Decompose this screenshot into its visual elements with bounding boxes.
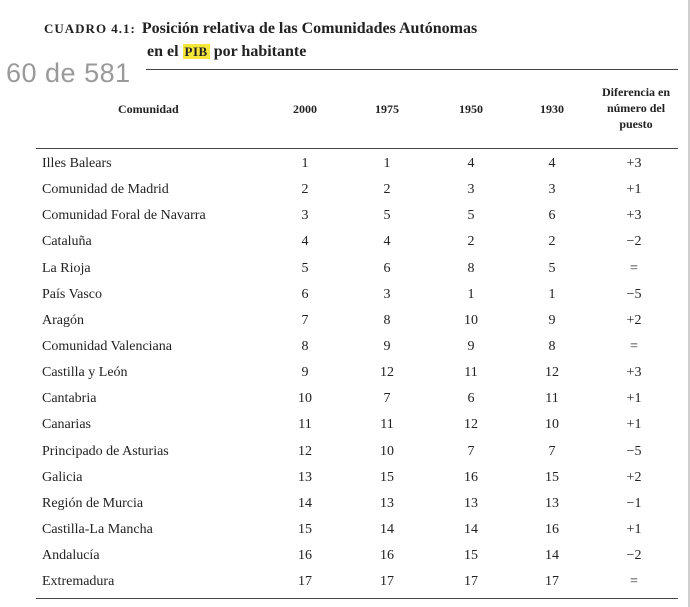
cell-diferencia: −5	[626, 286, 642, 302]
cell-1975: 7	[383, 391, 391, 407]
cell-1950: 3	[467, 182, 475, 198]
cell-2000: 1	[301, 156, 309, 171]
cell-comunidad: País Vasco	[42, 286, 103, 302]
table-row	[36, 307, 678, 333]
cell-2000: 13	[298, 469, 312, 485]
cell-diferencia: +3	[626, 365, 642, 381]
cell-1975: 14	[380, 521, 394, 537]
cell-1950: 15	[464, 548, 478, 564]
cell-2000: 5	[301, 260, 309, 276]
cell-diferencia: +1	[626, 182, 642, 198]
cell-1950: 9	[467, 338, 475, 354]
cell-comunidad: Aragón	[42, 312, 84, 328]
table-body	[36, 150, 678, 594]
table-row	[36, 150, 678, 176]
cell-1975: 17	[380, 574, 394, 590]
cell-1950: 11	[464, 365, 478, 381]
cell-1950: 14	[464, 521, 478, 537]
cell-1950: 7	[467, 443, 475, 459]
cell-diferencia: +2	[626, 312, 642, 328]
table-caption-line1	[44, 20, 477, 38]
cell-comunidad: Región de Murcia	[42, 495, 144, 511]
header-1930: 1930	[540, 102, 564, 116]
cell-2000: 7	[301, 312, 309, 328]
table-row	[36, 490, 678, 516]
cell-2000: 3	[301, 208, 309, 224]
cell-1975: 5	[383, 208, 391, 224]
table-row	[36, 464, 678, 490]
cell-1975: 1	[383, 156, 391, 171]
cell-1975: 8	[383, 312, 391, 328]
cell-2000: 8	[301, 338, 309, 354]
cell-comunidad: Canarias	[42, 417, 91, 433]
cell-2000: 4	[301, 234, 309, 250]
cell-comunidad: Principado de Asturias	[42, 443, 169, 459]
cell-diferencia: =	[630, 338, 638, 354]
header-diferencia: Diferencia en número del puesto	[601, 85, 671, 131]
cell-1950: 4	[467, 156, 475, 171]
cell-1930: 2	[548, 234, 556, 250]
cell-1950: 17	[464, 574, 478, 590]
table-row	[36, 176, 678, 202]
cell-1975: 2	[383, 182, 391, 198]
cell-2000: 16	[298, 548, 312, 564]
cell-diferencia: −1	[626, 495, 642, 511]
cell-diferencia: +3	[626, 208, 642, 224]
cell-1975: 12	[380, 365, 394, 381]
cell-1975: 4	[383, 234, 391, 250]
table-row	[36, 333, 678, 359]
cell-2000: 17	[298, 574, 312, 590]
cell-1930: 13	[545, 495, 559, 511]
page-counter: 60 de 581	[6, 58, 131, 88]
table-row	[36, 385, 678, 411]
cell-comunidad: Castilla-La Mancha	[42, 521, 153, 537]
table-caption-line2	[147, 43, 306, 61]
caption-line2-post: por habitante	[213, 43, 307, 60]
table-row	[36, 281, 678, 307]
cell-1975: 3	[383, 286, 391, 302]
cell-diferencia: =	[630, 260, 638, 276]
cell-comunidad: Illes Balears	[42, 156, 112, 171]
cell-diferencia: =	[630, 574, 638, 590]
cell-1975: 13	[380, 495, 394, 511]
cell-1950: 8	[467, 260, 475, 276]
table-row	[36, 228, 678, 254]
caption-line2-pre: en el	[147, 43, 179, 60]
cell-2000: 15	[298, 521, 312, 537]
cell-1930: 15	[545, 469, 559, 485]
cell-diferencia: −2	[626, 548, 642, 564]
caption-label: CUADRO 4.1:	[44, 21, 136, 36]
cell-1975: 10	[380, 443, 394, 459]
cell-diferencia: +1	[626, 521, 642, 537]
table-row	[36, 568, 678, 594]
header-comunidad: Comunidad	[118, 102, 179, 116]
cell-comunidad: Comunidad Valenciana	[42, 338, 172, 354]
table-bottom-rule	[36, 598, 678, 599]
table-row	[36, 202, 678, 228]
header-1950: 1950	[459, 102, 483, 116]
cell-diferencia: −2	[626, 234, 642, 250]
cell-2000: 12	[298, 443, 312, 459]
cell-1950: 12	[464, 417, 478, 433]
cell-1930: 6	[548, 208, 556, 224]
table-top-rule	[146, 69, 678, 70]
cell-2000: 14	[298, 495, 312, 511]
cell-1950: 6	[467, 391, 475, 407]
cell-2000: 2	[301, 182, 309, 198]
cell-comunidad: Cantabria	[42, 391, 97, 407]
table-row	[36, 411, 678, 437]
cell-1930: 14	[545, 548, 559, 564]
cell-2000: 6	[301, 286, 309, 302]
table-row	[36, 255, 678, 281]
cell-1950: 16	[464, 469, 478, 485]
table-row	[36, 542, 678, 568]
cell-1950: 13	[464, 495, 478, 511]
cell-1950: 10	[464, 312, 478, 328]
cell-1930: 5	[548, 260, 556, 276]
cell-diferencia: +2	[626, 469, 642, 485]
cell-1930: 9	[548, 312, 556, 328]
table-header-rule	[36, 148, 678, 149]
highlighted-text[interactable]: PIB	[184, 44, 208, 59]
cell-2000: 9	[301, 365, 309, 381]
cell-1950: 1	[467, 286, 475, 302]
cell-comunidad: Castilla y León	[42, 365, 128, 381]
cell-diferencia: +1	[626, 391, 642, 407]
cell-1930: 10	[545, 417, 559, 433]
cell-1930: 17	[545, 574, 559, 590]
cell-comunidad: Cataluña	[42, 234, 92, 250]
table-row	[36, 516, 678, 542]
cell-comunidad: Andalucía	[42, 548, 100, 564]
cell-comunidad: Comunidad de Madrid	[42, 182, 169, 198]
cell-1950: 5	[467, 208, 475, 224]
cell-1975: 9	[383, 338, 391, 354]
cell-comunidad: La Rioja	[42, 260, 91, 276]
header-1975: 1975	[375, 102, 399, 116]
cell-2000: 10	[298, 391, 312, 407]
cell-1930: 16	[545, 521, 559, 537]
cell-1950: 2	[467, 234, 475, 250]
cell-1930: 1	[548, 286, 556, 302]
cell-comunidad: Comunidad Foral de Navarra	[42, 208, 206, 224]
cell-1930: 8	[548, 338, 556, 354]
cell-1975: 11	[380, 417, 394, 433]
cell-1975: 16	[380, 548, 394, 564]
cell-diferencia: +1	[626, 417, 642, 433]
cell-1930: 12	[545, 365, 559, 381]
table-row	[36, 438, 678, 464]
header-2000: 2000	[293, 102, 317, 116]
cell-1975: 6	[383, 260, 391, 276]
cell-1930: 7	[548, 443, 556, 459]
table-row	[36, 359, 678, 385]
cell-diferencia: −5	[626, 443, 642, 459]
cell-1975: 15	[380, 469, 394, 485]
cell-1930: 3	[548, 182, 556, 198]
cell-2000: 11	[298, 417, 312, 433]
cell-comunidad: Extremadura	[42, 574, 115, 590]
caption-title: Posición relativa de las Comunidades Autónomas	[141, 20, 478, 37]
cell-1930: 11	[545, 391, 559, 407]
cell-diferencia: +3	[626, 156, 642, 171]
cell-comunidad: Galicia	[42, 469, 83, 485]
cell-1930: 4	[548, 156, 556, 171]
